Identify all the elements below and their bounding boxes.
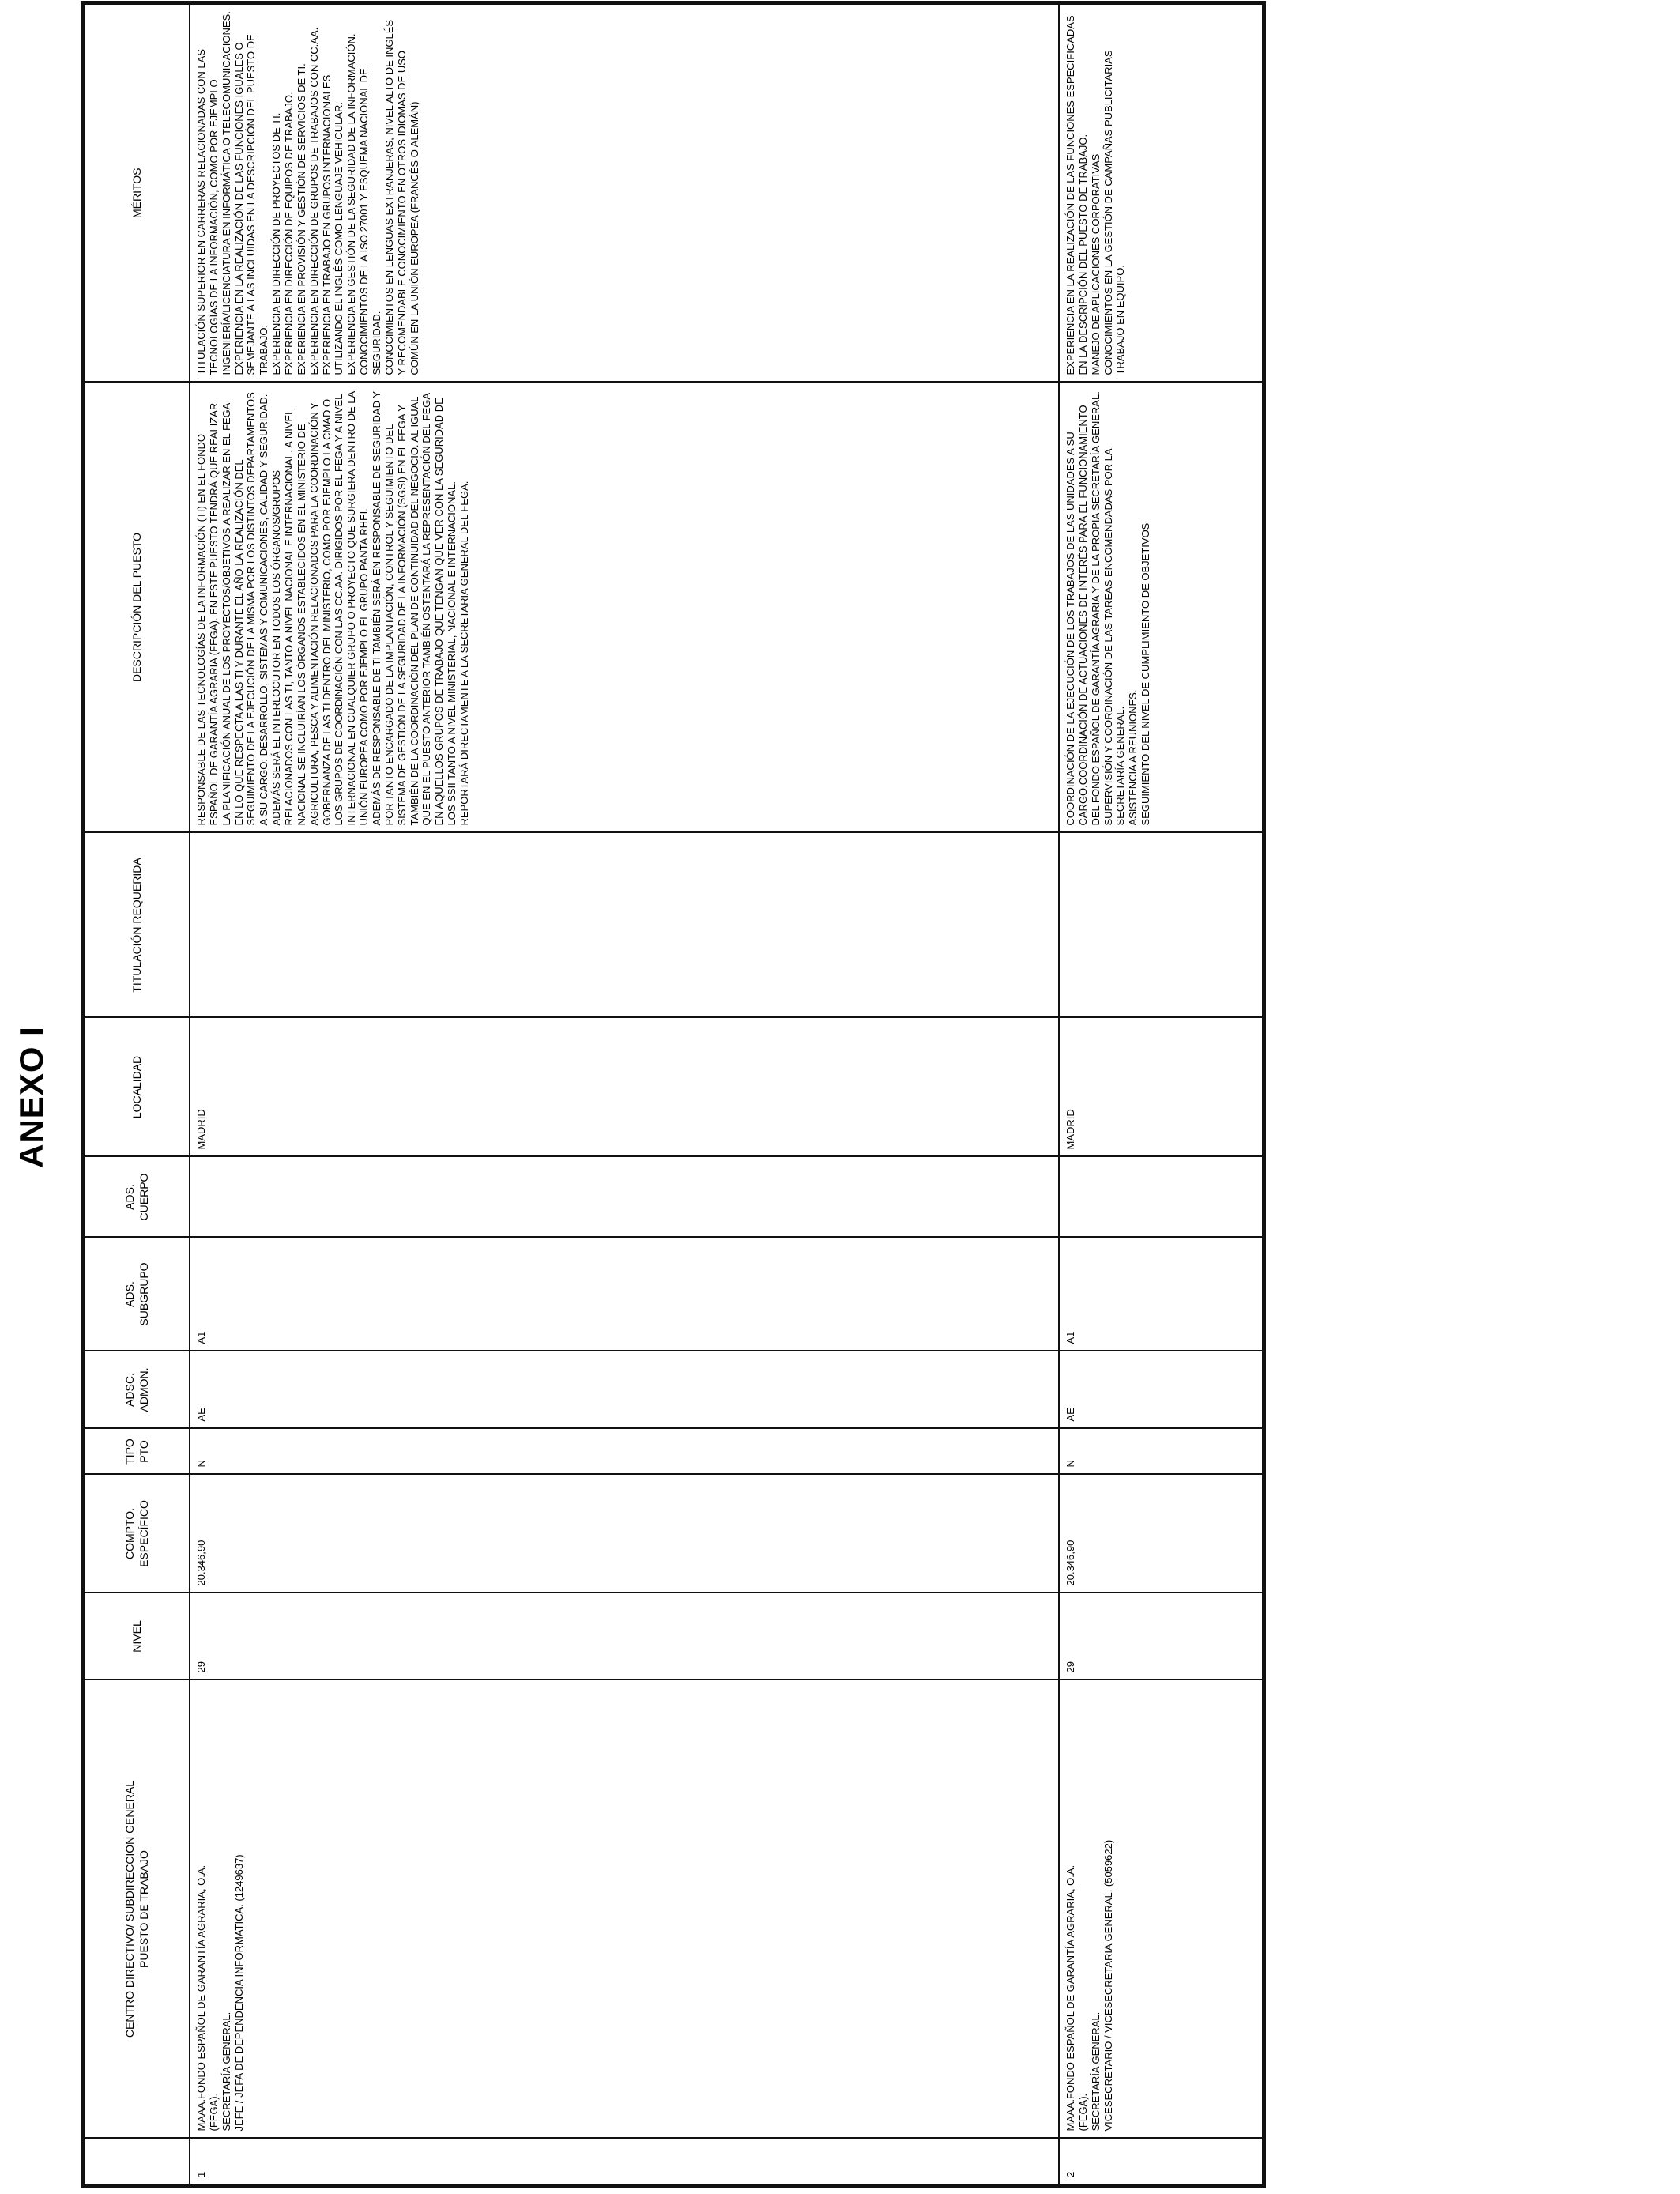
descripcion-cell: COORDINACIÓN DE LA EJECUCIÓN DE LOS TRABAJOS DE LAS UNIDADES A SU CARGO.COORDINACIÓN DE ACTUACIONES DE INTERÉS PARA EL FUNCIONAMIENTO DEL FONDO ESPAÑOL DE GARANTÍA AGRARIA Y DE LA PROPIA SECRETARÍA GENERAL. SUPERVISIÓN Y COORDINACIÓN DE LAS TAREAS ENCOMENDADAS POR LA SECRETARÍA GENERAL. ASISTENCIA A REUNIONES. SEGUIMIENTO DEL NIVEL DE CUMPLIMIENTO DE OBJETIVOS — [1059, 383, 1264, 833]
header-nivel: NIVEL — [83, 1593, 190, 1680]
header-titulacion: TITULACIÓN REQUERIDA — [83, 833, 190, 1018]
complemento-especifico-cell: 20.346,90 — [1059, 1475, 1264, 1593]
titulacion-cell — [190, 833, 1059, 1018]
table-row — [190, 3, 1059, 2186]
header-num — [83, 2139, 190, 2186]
header-compto: COMPTO. ESPECÍFICO — [83, 1475, 190, 1593]
header-row — [83, 3, 190, 2186]
tipo-puesto-cell: N — [190, 1429, 1059, 1475]
localidad-cell: MADRID — [1059, 1018, 1264, 1157]
adscripcion-admon-cell: AE — [190, 1351, 1059, 1429]
meritos-cell: EXPERIENCIA EN LA REALIZACIÓN DE LAS FUNCIONES ESPECIFICADAS EN LA DESCRIPCIÓN DEL PUESTO DE TRABAJO. MANEJO DE APLICACIONES CORPORATIVAS CONOCIMIENTOS EN LA GESTIÓN DE CAMPAÑAS PUBLICITARIAS TRABAJO EN EQUIPO. — [1059, 3, 1264, 383]
titulacion-cell — [1059, 833, 1264, 1018]
centro-directivo-cell: MAAA.FONDO ESPAÑOL DE GARANTÍA AGRARIA, O.A. (FEGA). SECRETARÍA GENERAL. JEFE / JEFA DE DEPENDENCIA INFORMATICA. (1249637) — [190, 1680, 1059, 2139]
subgrupo-cell: A1 — [1059, 1238, 1264, 1351]
positions-table — [81, 1, 1266, 2188]
adscripcion-admon-cell: AE — [1059, 1351, 1264, 1429]
document-title: ANEXO I — [13, 1026, 50, 1168]
subgrupo-cell: A1 — [190, 1238, 1059, 1351]
descripcion-cell: RESPONSABLE DE LAS TECNOLOGÍAS DE LA INFORMACIÓN (TI) EN EL FONDO ESPAÑOL DE GARANTÍA AGRARIA (FEGA). EN ESTE PUESTO TENDRÁ QUE REALIZAR LA PLANIFICACIÓN ANUAL DE LOS PROYECTOS/OBJETIVOS A REALIZAR EN EL FEGA EN LO QUE RESPECTA A LAS TI Y DURANTE EL AÑO LA REALIZACIÓN DEL SEGUIMIENTO DE LA EJECUCIÓN DE LA MISMA POR LOS DISTINTOS DEPARTAMENTOS A SU CARGO: DESARROLLO, SISTEMAS Y COMUNICACIONES, CALIDAD Y SEGURIDAD. ADEMÁS SERÁ EL INTERLOCUTOR EN TODOS LOS ÓRGANOS/GRUPOS RELACIONADOS CON LAS TI, TANTO A NIVEL NACIONAL E INTERNACIONAL. A NIVEL NACIONAL SE INCLUIRÍAN LOS ÓRGANOS ESTABLECIDOS EN EL MINISTERIO DE AGRICULTURA, PESCA Y ALIMENTACIÓN RELACIONADOS PARA LA COORDINACIÓN Y GOBERNANZA DE LAS TI DENTRO DEL MINISTERIO, COMO POR EJEMPLO LA CMAD O LOS GRUPOS DE COORDINACIÓN CON LAS CC.AA. DIRIGIDOS POR EL FEGA Y A NIVEL INTERNACIONAL EN CUALQUIER GRUPO O PROYECTO QUE SURGIERA DENTRO DE LA UNIÓN EUROPEA COMO POR EJEMPLO EL GRUPO PANTA RHEI. ADEMÁS DE RESPONSABLE DE TI TAMBIÉN SERÁ EN RESPONSABLE DE SEGURIDAD Y POR TANTO ENCARGADO DE LA IMPLANTACIÓN, CONTROL Y SEGUIMIENTO DEL SISTEMA DE GESTIÓN DE LA SEGURIDAD DE LA INFORMACIÓN (SGSI) EN EL FEGA Y TAMBIÉN DE LA COORDINACIÓN DEL PLAN DE CONTINUIDAD DEL NEGOCIO. AL IGUAL QUE EN EL PUESTO ANTERIOR TAMBIÉN OSTENTARÁ LA REPRESENTACIÓN DEL FEGA EN AQUELLOS GRUPOS DE TRABAJO QUE TENGAN QUE VER CON LA SEGURIDAD DE LOS SSII TANTO A NIVEL MINISTERIAL, NACIONAL E INTERNACIONAL. REPORTARÁ DIRECTAMENTE A LA SECRETARIA GENERAL DEL FEGA. — [190, 383, 1059, 833]
row-number: 1 — [190, 2139, 1059, 2186]
header-localidad: LOCALIDAD — [83, 1018, 190, 1157]
row-number: 2 — [1059, 2139, 1264, 2186]
table-row — [1059, 3, 1264, 2186]
header-tipo: TIPO PTO — [83, 1429, 190, 1475]
centro-directivo-cell: MAAA.FONDO ESPAÑOL DE GARANTÍA AGRARIA, O.A. (FEGA). SECRETARÍA GENERAL. VICESECRETARIO / VICESECRETARIA GENERAL. (5059622) — [1059, 1680, 1264, 2139]
nivel-cell: 29 — [190, 1593, 1059, 1680]
header-adsc-admon: ADSC. ADMON. — [83, 1351, 190, 1429]
header-descripcion: DESCRIPCIÓN DEL PUESTO — [83, 383, 190, 833]
nivel-cell: 29 — [1059, 1593, 1264, 1680]
meritos-cell: TITULACIÓN SUPERIOR EN CARRERAS RELACIONADAS CON LAS TECNOLOGÍAS DE LA INFORMACIÓN, COMO POR EJEMPLO INGENIERÍA/LICENCIATURA EN INFORMÁTICA O TELECOMUNICACIONES. EXPERIENCIA EN LA REALIZACIÓN DE LAS FUNCIONES IGUALES O SEMEJANTE A LAS INCLUIDAS EN LA DESCRIPCIÓN DEL PUESTO DE TRABAJO: EXPERIENCIA EN DIRECCIÓN DE PROYECTOS DE TI. EXPERIENCIA EN DIRECCIÓN DE EQUIPOS DE TRABAJO. EXPERIENCIA EN PROVISIÓN Y GESTIÓN DE SERVICIOS DE TI. EXPERIENCIA EN DIRECCIÓN DE GRUPOS DE TRABAJOS CON CC.AA. EXPERIENCIA EN TRABAJO EN GRUPOS INTERNACIONALES UTILIZANDO EL INGLÉS COMO LENGUAJE VEHICULAR. EXPERIENCIA EN GESTIÓN DE LA SEGURIDAD DE LA INFORMACIÓN. CONOCIMIENTOS DE LA ISO 27001 Y ESQUEMA NACIONAL DE SEGURIDAD. CONOCIMIENTOS EN LENGUAS EXTRANJERAS, NIVEL ALTO DE INGLÉS Y RECOMENDABLE CONOCIMIENTO EN OTROS IDIOMAS DE USO COMÚN EN LA UNIÓN EUROPEA (FRANCÉS O ALEMÁN) — [190, 3, 1059, 383]
header-ads-subgrupo: ADS. SUBGRUPO — [83, 1238, 190, 1351]
localidad-cell: MADRID — [190, 1018, 1059, 1157]
header-centro: CENTRO DIRECTIVO/ SUBDIRECCION GENERAL PUESTO DE TRABAJO — [83, 1680, 190, 2139]
complemento-especifico-cell: 20.346,90 — [190, 1475, 1059, 1593]
rotated-table-container — [81, 5, 1266, 2188]
cuerpo-cell — [190, 1157, 1059, 1238]
header-ads-cuerpo: ADS. CUERPO — [83, 1157, 190, 1238]
tipo-puesto-cell: N — [1059, 1429, 1264, 1475]
header-meritos: MÉRITOS — [83, 3, 190, 383]
cuerpo-cell — [1059, 1157, 1264, 1238]
